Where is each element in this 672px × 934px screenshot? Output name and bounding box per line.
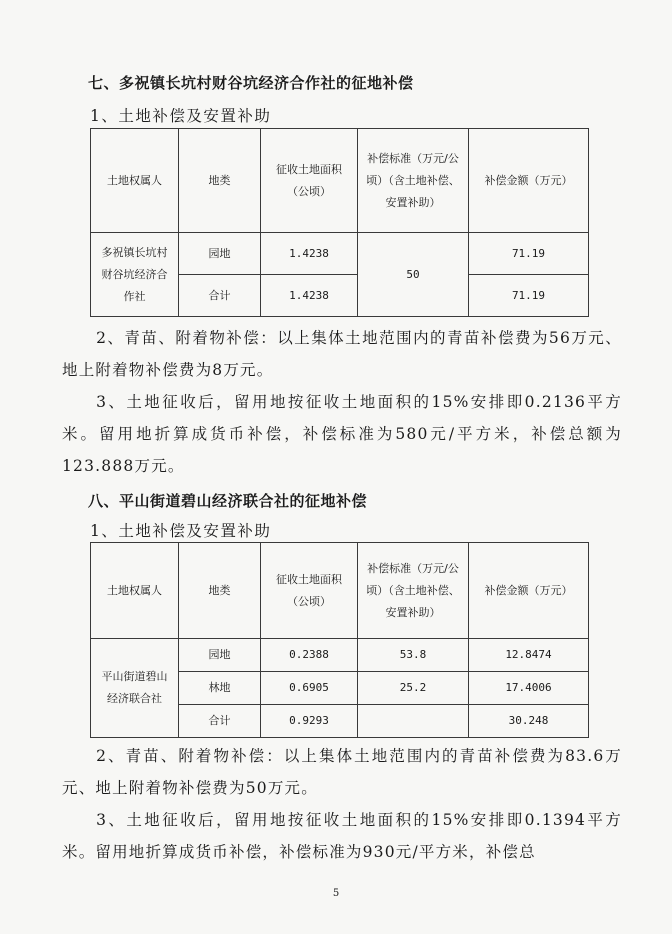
land-type-cell: 园地 — [179, 233, 261, 275]
area-cell: 1.4238 — [261, 233, 358, 275]
header-standard: 补偿标准（万元/公顷）（含土地补偿、安置补助） — [358, 543, 469, 639]
header-standard: 补偿标准（万元/公顷）（含土地补偿、安置补助） — [358, 129, 469, 233]
section-8-heading: 八、平山街道碧山经济联合社的征地补偿 — [88, 492, 368, 510]
table-header-row — [91, 129, 589, 233]
section-7-paragraph-3: 3、土地征收后，留用地按征收土地面积的15%安排即0.2136平方米。留用地折算成货币补偿，补偿标准为580元/平方米，补偿总额为123.888万元。 — [62, 393, 622, 475]
standard-cell: 25.2 — [358, 672, 469, 705]
land-type-cell: 合计 — [179, 705, 261, 738]
standard-cell: 53.8 — [358, 639, 469, 672]
area-cell: 1.4238 — [261, 275, 358, 317]
header-owner: 土地权属人 — [91, 543, 179, 639]
standard-cell: 50 — [358, 233, 469, 317]
header-owner: 土地权属人 — [91, 129, 179, 233]
area-cell: 0.9293 — [261, 705, 358, 738]
area-cell: 0.2388 — [261, 639, 358, 672]
owner-cell: 平山街道碧山经济联合社 — [91, 639, 179, 738]
header-amount: 补偿金额（万元） — [469, 129, 589, 233]
header-amount: 补偿金额（万元） — [469, 543, 589, 639]
standard-cell — [358, 705, 469, 738]
section-8-table — [90, 542, 589, 738]
amount-cell: 71.19 — [469, 275, 589, 317]
header-land-type: 地类 — [179, 129, 261, 233]
amount-cell: 12.8474 — [469, 639, 589, 672]
page-number: 5 — [332, 888, 340, 899]
header-area: 征收土地面积（公顷） — [261, 129, 358, 233]
owner-cell: 多祝镇长坑村财谷坑经济合作社 — [91, 233, 179, 317]
section-7-paragraph-2: 2、青苗、附着物补偿：以上集体土地范围内的青苗补偿费为56万元、地上附着物补偿费为8万元。 — [62, 329, 622, 379]
land-type-cell: 园地 — [179, 639, 261, 672]
header-land-type: 地类 — [179, 543, 261, 639]
section-7-table — [90, 128, 589, 317]
section-8-subheading: 1、土地补偿及安置补助 — [90, 522, 272, 540]
amount-cell: 71.19 — [469, 233, 589, 275]
amount-cell: 17.4006 — [469, 672, 589, 705]
land-type-cell: 林地 — [179, 672, 261, 705]
section-8-paragraph-3: 3、土地征收后，留用地按征收土地面积的15%安排即0.1394平方米。留用地折算成货币补偿，补偿标准为930元/平方米，补偿总 — [62, 811, 622, 861]
table-row — [91, 639, 589, 672]
section-7-subheading: 1、土地补偿及安置补助 — [90, 107, 272, 125]
section-7-heading: 七、多祝镇长坑村财谷坑经济合作社的征地补偿 — [88, 74, 414, 92]
header-area: 征收土地面积（公顷） — [261, 543, 358, 639]
land-type-cell: 合计 — [179, 275, 261, 317]
table-row — [91, 233, 589, 275]
amount-cell: 30.248 — [469, 705, 589, 738]
area-cell: 0.6905 — [261, 672, 358, 705]
table-header-row — [91, 543, 589, 639]
section-8-paragraph-2: 2、青苗、附着物补偿：以上集体土地范围内的青苗补偿费为83.6万元、地上附着物补偿费为50万元。 — [62, 747, 622, 797]
